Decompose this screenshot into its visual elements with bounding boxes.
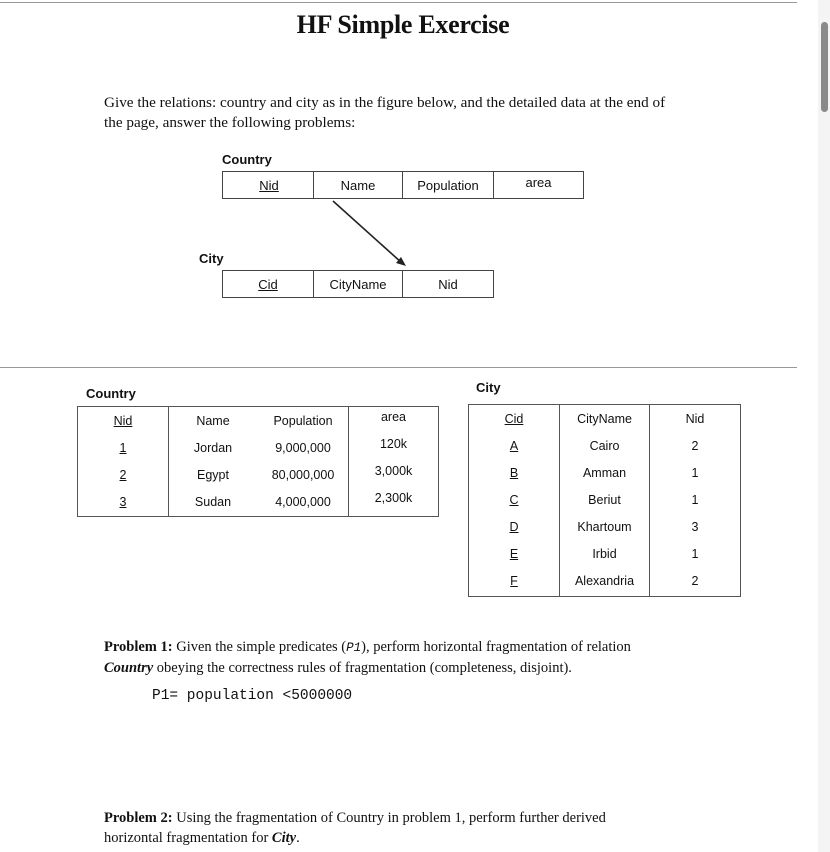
table-row: [469, 459, 740, 486]
country-name: Sudan: [194, 494, 232, 509]
problem-2-text-cont: horizontal fragmentation for: [104, 830, 272, 846]
city-name: Beriut: [588, 492, 621, 507]
intro-line-1: Give the relations: country and city as in the figure below, and the detailed data at the end of: [104, 94, 666, 111]
schema-city-cid: Cid: [258, 276, 278, 292]
city-nid: 1: [691, 492, 699, 507]
country-header-nid: Nid: [113, 413, 133, 428]
city-name: Irbid: [592, 546, 617, 561]
table-row: [78, 461, 438, 488]
page-title: HF Simple Exercise: [296, 10, 510, 39]
table-row: [469, 486, 740, 513]
page-divider: [0, 367, 797, 368]
intro-line-2: the page, answer the following problems:: [104, 114, 356, 131]
country-header-population: Population: [273, 413, 333, 428]
problem-1-text-cont: ), perform horizontal fragmentation of relation: [361, 639, 631, 655]
country-area: 3,000k: [374, 464, 413, 478]
table-row: [469, 432, 740, 459]
country-area: 2,300k: [374, 491, 413, 505]
table-row: [469, 567, 740, 594]
city-cid: F: [510, 573, 518, 588]
city-header-cityname: CityName: [577, 411, 632, 426]
country-header-row: [78, 407, 438, 434]
city-header-cid: Cid: [504, 411, 524, 426]
schema-city-nid: Nid: [438, 276, 458, 292]
city-name: Alexandria: [574, 573, 635, 588]
problem-1-text-end: obeying the correctness rules of fragmentation (completeness, disjoint).: [153, 660, 572, 676]
schema-country-population: Population: [417, 177, 479, 193]
city-table-label: City: [476, 380, 501, 395]
relation-name: Country: [104, 660, 154, 676]
problem-1-text: Given the simple predicates (: [172, 639, 347, 655]
problem-1-label: Problem 1:: [104, 639, 173, 655]
schema-city-box: [222, 270, 494, 298]
country-population: 80,000,000: [271, 467, 335, 482]
schema-city-label: City: [199, 251, 224, 266]
city-cid: D: [509, 519, 519, 534]
country-table: [77, 406, 439, 517]
city-nid: 1: [691, 546, 699, 561]
city-name: Amman: [582, 465, 627, 480]
country-header-name: Name: [196, 413, 230, 428]
city-nid: 2: [691, 573, 699, 588]
problem-2-text-end: .: [296, 830, 300, 846]
city-header-row: [469, 405, 740, 432]
country-area: 120k: [379, 437, 408, 451]
country-header-area: area: [380, 410, 407, 424]
schema-country-label: Country: [222, 152, 272, 167]
predicate-code: P1= population <5000000: [152, 688, 353, 704]
table-row: [78, 488, 438, 515]
table-row: [469, 513, 740, 540]
country-name: Jordan: [193, 440, 233, 455]
foreign-key-arrow: [0, 0, 806, 300]
city-cid: A: [509, 438, 519, 453]
schema-city-cityname: CityName: [329, 276, 387, 292]
city-header-nid: Nid: [685, 411, 705, 426]
scrollbar-thumb[interactable]: [821, 22, 828, 112]
city-cid: B: [509, 465, 519, 480]
country-population: 9,000,000: [275, 440, 331, 455]
problem-1: [104, 637, 744, 678]
schema-country-nid: Nid: [259, 177, 279, 193]
city-nid: 1: [691, 465, 699, 480]
country-name: Egypt: [197, 467, 229, 482]
country-nid: 2: [119, 467, 127, 482]
country-population: 4,000,000: [275, 494, 331, 509]
city-table: [468, 404, 741, 597]
problem-2: [104, 808, 744, 848]
country-table-label: Country: [86, 386, 136, 401]
relation-name: City: [271, 830, 297, 846]
country-nid: 3: [119, 494, 127, 509]
table-row: [469, 540, 740, 567]
city-nid: 3: [691, 519, 699, 534]
problem-2-label: Problem 2:: [104, 810, 173, 826]
city-nid: 2: [691, 438, 699, 453]
country-nid: 1: [119, 440, 127, 455]
city-cid: E: [509, 546, 519, 561]
schema-country-area: area: [525, 174, 552, 190]
city-name: Cairo: [589, 438, 620, 453]
problem-2-text: Using the fragmentation of Country in problem 1, perform further derived: [172, 810, 606, 826]
city-cid: C: [509, 492, 519, 507]
predicate-ref: P1: [346, 641, 362, 655]
schema-country-name: Name: [340, 177, 376, 193]
scrollbar[interactable]: [818, 0, 830, 852]
table-row: [78, 434, 438, 461]
city-name: Khartoum: [577, 519, 632, 534]
